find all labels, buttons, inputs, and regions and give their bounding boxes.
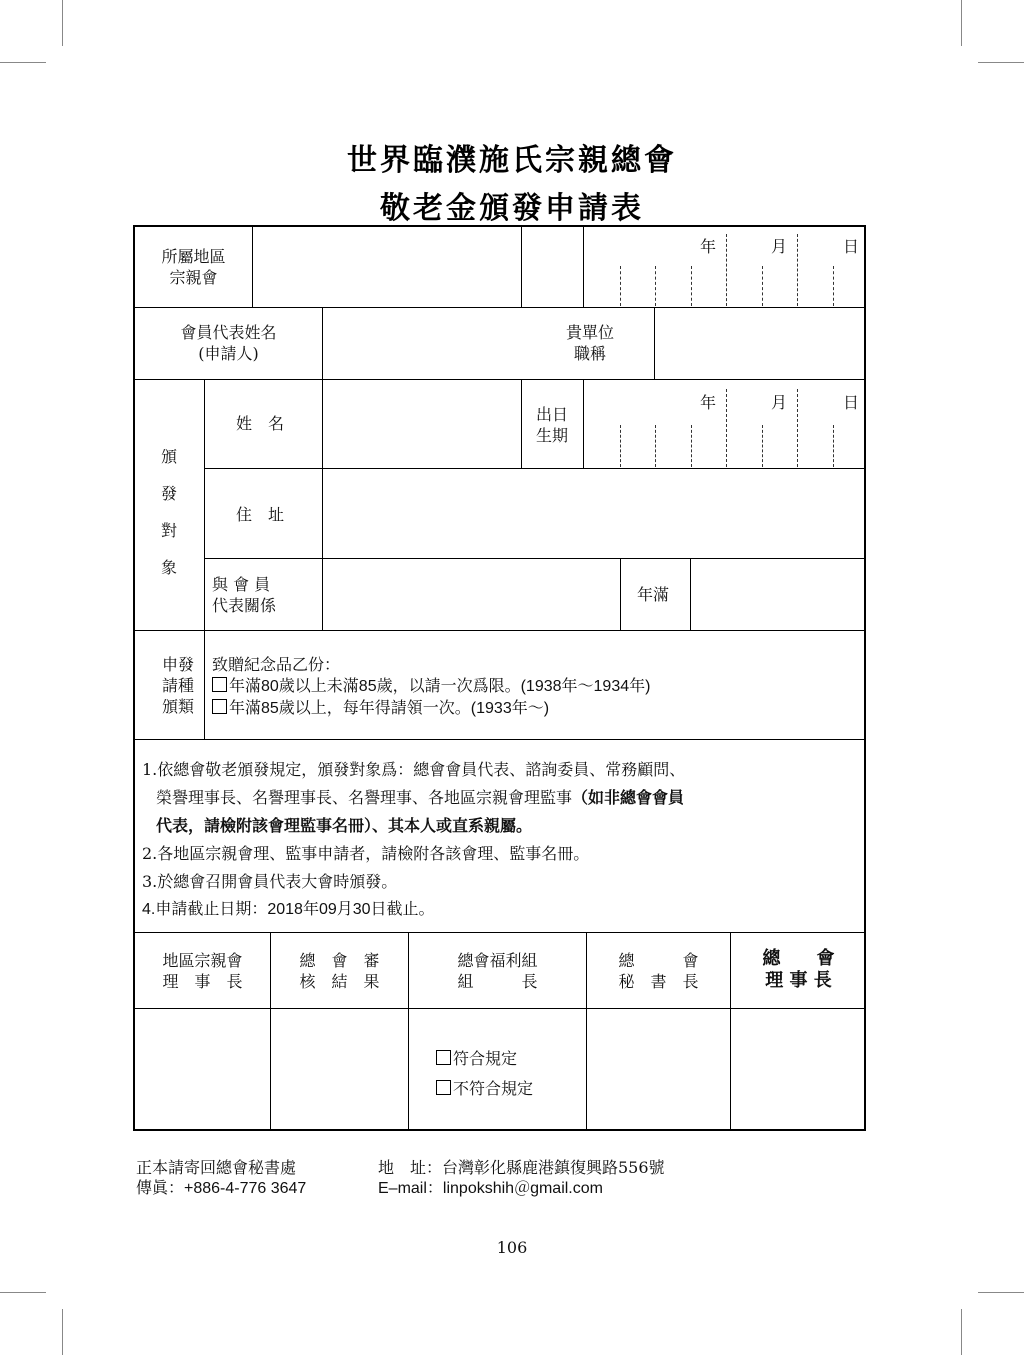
col-divider [583, 226, 584, 307]
crop-mark [978, 1292, 1024, 1293]
compliant-option[interactable]: 符合規定 [436, 1044, 533, 1074]
row-divider [205, 558, 865, 559]
form-subtitle: 敬老金頒發申請表 [380, 191, 644, 226]
date-separator [620, 266, 621, 306]
checkbox[interactable] [212, 677, 227, 692]
crop-mark [62, 1309, 63, 1355]
col-divider [252, 226, 253, 307]
address-note: 地 址：台灣彰化縣鹿港鎮復興路556號 [378, 1158, 665, 1177]
birth-month-label: 月 [771, 393, 788, 412]
name-label: 姓 名 [236, 414, 285, 433]
crop-mark [0, 62, 46, 63]
row-divider [134, 307, 865, 308]
apply-type-label: 申發 請種 頒類 [162, 655, 195, 716]
row-divider [134, 739, 865, 740]
month-label: 月 [771, 237, 788, 256]
date-separator [726, 234, 727, 306]
region-chairman-header: 地區宗親會 理 事 長 [162, 951, 243, 991]
col-divider [620, 558, 621, 630]
date-separator [655, 266, 656, 306]
job-title-label: 貴單位 職稱 [565, 323, 614, 363]
option-80-85[interactable]: 年滿80歲以上未滿85歲，以請一次爲限。(1938年～1934年) [212, 675, 650, 697]
form-title: 世界臨濮施氏宗親總會 [347, 143, 677, 178]
notes: 1.依總會敬老頒發規定，頒發對象爲：總會會員代表、諮詢委員、常務顧問、 榮譽理事長、名譽理事長、名譽理事、各地區宗親會理監事（如非總會會員 代表，請檢附該會理監事名冊）、其本人或直系親屬。 2.各地區宗親會理、監事申請者，請檢附各該會理、監事名冊。 3.於總會召開會員代表大會時頒發。 4.申請截止日期：2018年09月30日截止。 [142, 760, 686, 918]
review-checkboxes [436, 1044, 533, 1104]
crop-mark [978, 62, 1024, 63]
review-result-header: 總 會 審 核 結 果 [299, 951, 380, 991]
send-to-note: 正本請寄回總會秘書處 [136, 1158, 297, 1177]
noncompliant-option[interactable]: 不符合規定 [436, 1074, 533, 1104]
date-separator [726, 389, 727, 467]
col-divider [586, 932, 587, 1130]
date-separator [797, 234, 798, 306]
col-divider [730, 932, 731, 1130]
date-separator [762, 425, 763, 467]
birth-date-label: 出日 生期 [535, 405, 568, 445]
birth-day-label: 日 [843, 393, 860, 412]
crop-mark [961, 1309, 962, 1355]
row-divider [134, 630, 865, 631]
date-separator [797, 389, 798, 467]
col-divider [521, 226, 522, 307]
apply-options: 致贈紀念品乙份： 年滿80歲以上未滿85歲，以請一次爲限。(1938年～1934年) 年滿85歲以上，每年得請領一次。(1933年～) [212, 655, 651, 717]
day-label: 日 [843, 237, 860, 256]
col-divider [408, 932, 409, 1130]
col-divider [583, 379, 584, 468]
representative-label: 會員代表姓名 (申請人) [180, 323, 277, 363]
crop-mark [961, 0, 962, 46]
col-divider [204, 379, 205, 630]
col-divider [204, 630, 205, 739]
region-label: 所屬地區 宗親會 [161, 247, 226, 287]
checkbox[interactable] [212, 699, 227, 714]
relation-label: 與 會 員 代表關係 [212, 575, 277, 615]
date-separator [620, 425, 621, 467]
chairman-header: 總 會 理 事 長 [762, 948, 835, 991]
secretary-general-header: 總 會 秘 書 長 [618, 951, 699, 991]
crop-mark [62, 0, 63, 46]
age-label: 年滿 [637, 585, 670, 604]
col-divider [690, 558, 691, 630]
col-divider [270, 932, 271, 1130]
birth-year-label: 年 [700, 393, 717, 412]
row-divider [205, 468, 865, 469]
fax-note: 傳眞：+886-4-776 3647 [136, 1180, 307, 1197]
crop-mark [0, 1292, 46, 1293]
row-divider [134, 932, 865, 933]
date-separator [691, 266, 692, 306]
row-divider [134, 1008, 865, 1009]
welfare-head-header: 總會福利組 組 長 [457, 951, 538, 991]
row-divider [134, 379, 865, 380]
address-label: 住 址 [236, 505, 285, 524]
col-divider [322, 307, 323, 379]
page-number: 106 [496, 1238, 528, 1257]
date-separator [655, 425, 656, 467]
date-separator [762, 266, 763, 306]
checkbox[interactable] [436, 1080, 451, 1095]
date-separator [691, 425, 692, 467]
col-divider [654, 307, 655, 379]
date-separator [833, 425, 834, 467]
col-divider [322, 379, 323, 630]
email-note: E–mail：linpokshih＠gmail.com [378, 1180, 603, 1197]
checkbox[interactable] [436, 1050, 451, 1065]
date-separator [833, 266, 834, 306]
recipient-side-label: 頒 發 對 象 [161, 447, 178, 577]
option-85-plus[interactable]: 年滿85歲以上，每年得請領一次。(1933年～) [212, 697, 650, 719]
year-label: 年 [700, 237, 717, 256]
